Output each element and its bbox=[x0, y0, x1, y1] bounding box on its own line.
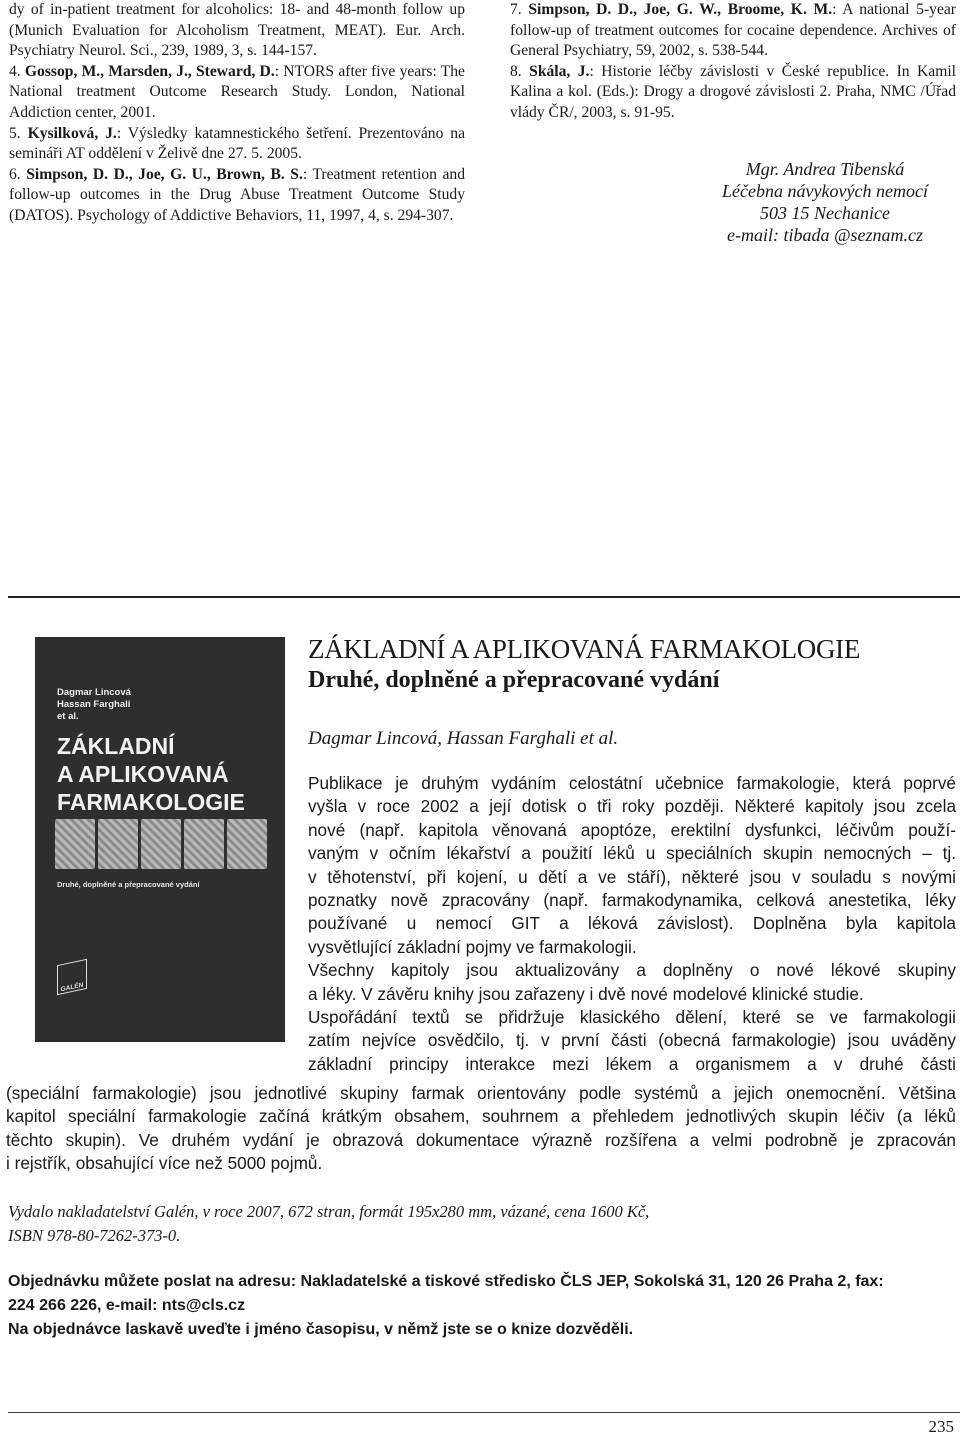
description-line: základní principy interakce mezi lékem a organismem a v druhé části bbox=[308, 1053, 956, 1074]
description-line: poznatky nově zpracovány (např. farmakodynamika, celková anestetika, léky bbox=[308, 890, 956, 911]
cover-authors bbox=[57, 687, 131, 723]
imprint-line: ISBN 978-80-7262-373-0. bbox=[8, 1226, 181, 1245]
cover-subtitle: Druhé, doplněné a přepracované vydání bbox=[57, 880, 200, 889]
reference-item bbox=[9, 124, 465, 165]
description-line: kapitol speciální farmakologie začíná krátkým obsahem, souhrnem a přehledem jednotlivých skupin léčiv (a léků bbox=[6, 1106, 956, 1127]
description-line: i rejstřík, obsahující více než 5000 pojmů. bbox=[6, 1153, 323, 1174]
cover-author: et al. bbox=[57, 711, 79, 722]
order-line: Na objednávce laskavě uveďte i jméno časopisu, v němž jste se o knize dozvěděli. bbox=[8, 1321, 634, 1338]
description-line: (speciální farmakologie) jsou jednotlivé skupiny farmak orientovány podle systémů a jejich onemocnění. Většina bbox=[6, 1083, 956, 1103]
book-cover-image bbox=[35, 637, 285, 1042]
reference-item bbox=[510, 62, 956, 124]
publication-details bbox=[8, 1200, 808, 1248]
book-authors: Dagmar Lincová, Hassan Farghali et al. bbox=[308, 728, 619, 749]
description-line: zatím nejvíce osvědčilo, tj. v první části (obecná farmakologie) jsou uváděny bbox=[308, 1030, 956, 1051]
description-line: nové (např. kapitola věnovaná apoptóze, erektilní dysfunkci, léčivům použí- bbox=[308, 819, 956, 840]
cover-illustration-strip bbox=[55, 819, 267, 869]
contact-institution: Léčebna návykových nemocí bbox=[722, 181, 928, 201]
author-contact bbox=[700, 158, 950, 246]
description-line: v těhotenství, při kojení, u dětí a ve stáří), některé jsou v souladu s novými bbox=[308, 866, 956, 887]
description-line: Publikace je druhým vydáním celostátní učebnice farmakologie, která poprvé bbox=[308, 773, 956, 793]
reference-text: : NTORS after five years: The National treatment Outcome Research Study. London, National Addiction center, 2001. bbox=[9, 62, 465, 121]
reference-number: 4. bbox=[9, 62, 21, 80]
reference-number: 5. bbox=[9, 124, 21, 142]
description-line: Všechny kapitoly jsou aktualizovány a doplněny o nové lékové skupiny bbox=[308, 960, 956, 981]
reference-number: 7. bbox=[510, 1, 522, 18]
order-line: Objednávku můžete poslat na adresu: Nakladatelské a tiskové středisko ČLS JEP, Sokolská 31, 120 26 Praha 2, fax: bbox=[8, 1273, 884, 1290]
publisher-logo-icon: GALÉN bbox=[57, 959, 87, 995]
reference-text: : Výsledky katamnestického šetření. Prezentováno na semináři AT oddělení v Želivě dne 27. 5. 2005. bbox=[9, 124, 465, 163]
page-number: 235 bbox=[928, 1417, 954, 1436]
cover-title-line: A APLIKOVANÁ bbox=[57, 761, 229, 787]
description-line: těchto skupin). Ve druhém vydání je obrazová dokumentace výrazně rozšířena a velmi podrobně je zpracován bbox=[6, 1129, 956, 1150]
order-line: 224 266 226, e-mail: nts@cls.cz bbox=[8, 1297, 246, 1314]
section-divider bbox=[8, 596, 960, 598]
book-description bbox=[308, 772, 956, 1076]
cover-author: Hassan Farghali bbox=[57, 699, 131, 710]
reference-text: : Treatment retention and follow-up outcomes in the Drug Abuse Treatment Outcome Study (DATOS). Psychology of Addictive Behaviors, 11, 1997, 4, s. 294-307. bbox=[9, 165, 465, 224]
cover-title-line: ZÁKLADNÍ bbox=[57, 733, 175, 759]
contact-name: Mgr. Andrea Tibenská bbox=[745, 159, 905, 179]
cover-title-line: FARMAKOLOGIE bbox=[57, 789, 245, 815]
reference-item bbox=[9, 0, 465, 62]
description-line: vyšla v roce 2002 a její dotisk o tři roky později. Některé kapitoly jsou zcela bbox=[308, 796, 956, 817]
description-line: vaným v očním lékařství a použití léků u speciálních skupin nemocných – tj. bbox=[308, 843, 956, 864]
description-line: používané u nemocí GIT a léková závislost). Doplněna byla kapitola bbox=[308, 913, 956, 934]
reference-text: : Historie léčby závislosti v České republice. In Kamil Kalina a kol. (Eds.): Drogy a drogové závislosti 2. Praha, NMC /Úřad vlády ČR/, 2003, s. 91-95. bbox=[510, 62, 957, 121]
book-description-continued bbox=[6, 1082, 956, 1176]
reference-number: 8. bbox=[510, 62, 522, 80]
reference-authors: Skála, J. bbox=[529, 62, 590, 80]
reference-authors: Kysilková, J. bbox=[27, 124, 117, 142]
contact-address: 503 15 Nechanice bbox=[760, 203, 890, 223]
book-subtitle: Druhé, doplněné a přepracované vydání bbox=[308, 667, 720, 693]
footer-divider bbox=[8, 1412, 960, 1413]
reference-authors: Gossop, M., Marsden, J., Steward, D. bbox=[24, 62, 275, 80]
reference-item bbox=[510, 0, 956, 62]
reference-item bbox=[9, 62, 465, 124]
reference-authors: Simpson, D. D., Joe, G. U., Brown, B. S. bbox=[26, 165, 303, 183]
reference-text: : A national 5-year follow-up of treatment outcomes for cocaine dependence. Archives of General Psychiatry, 59, 2002, s. 538-544. bbox=[510, 1, 956, 60]
description-line: a léky. V závěru knihy jsou zařazeny i dvě nové modelové klinické studie. bbox=[308, 983, 864, 1004]
contact-email: e-mail: tibada @seznam.cz bbox=[726, 225, 924, 245]
cover-title bbox=[57, 732, 245, 816]
description-line: Uspořádání textů se přidržuje klasického dělení, které se ve farmakologii bbox=[308, 1007, 956, 1028]
reference-item bbox=[9, 165, 465, 227]
references-left-column bbox=[9, 0, 465, 227]
reference-text: dy of in-patient treatment for alcoholics: 18- and 48-month follow up (Munich Evaluation for Alcoholism Treatment, MEAT). Eur. Arch. Psychiatry Neurol. Sci., 239, 1989, 3, s. 144-157. bbox=[9, 1, 465, 60]
cover-author: Dagmar Lincová bbox=[57, 687, 131, 698]
reference-number: 6. bbox=[9, 165, 21, 183]
book-title: ZÁKLADNÍ A APLIKOVANÁ FARMAKOLOGIE bbox=[308, 634, 861, 664]
description-line: vysvětlující základní pojmy ve farmakologii. bbox=[308, 936, 637, 957]
references-right-column bbox=[510, 0, 956, 124]
reference-authors: Simpson, D. D., Joe, G. W., Broome, K. M. bbox=[528, 1, 833, 18]
imprint-line: Vydalo nakladatelství Galén, v roce 2007, 672 stran, formát 195x280 mm, vázané, cena 1600 Kč, bbox=[8, 1202, 650, 1221]
order-information bbox=[8, 1270, 958, 1342]
